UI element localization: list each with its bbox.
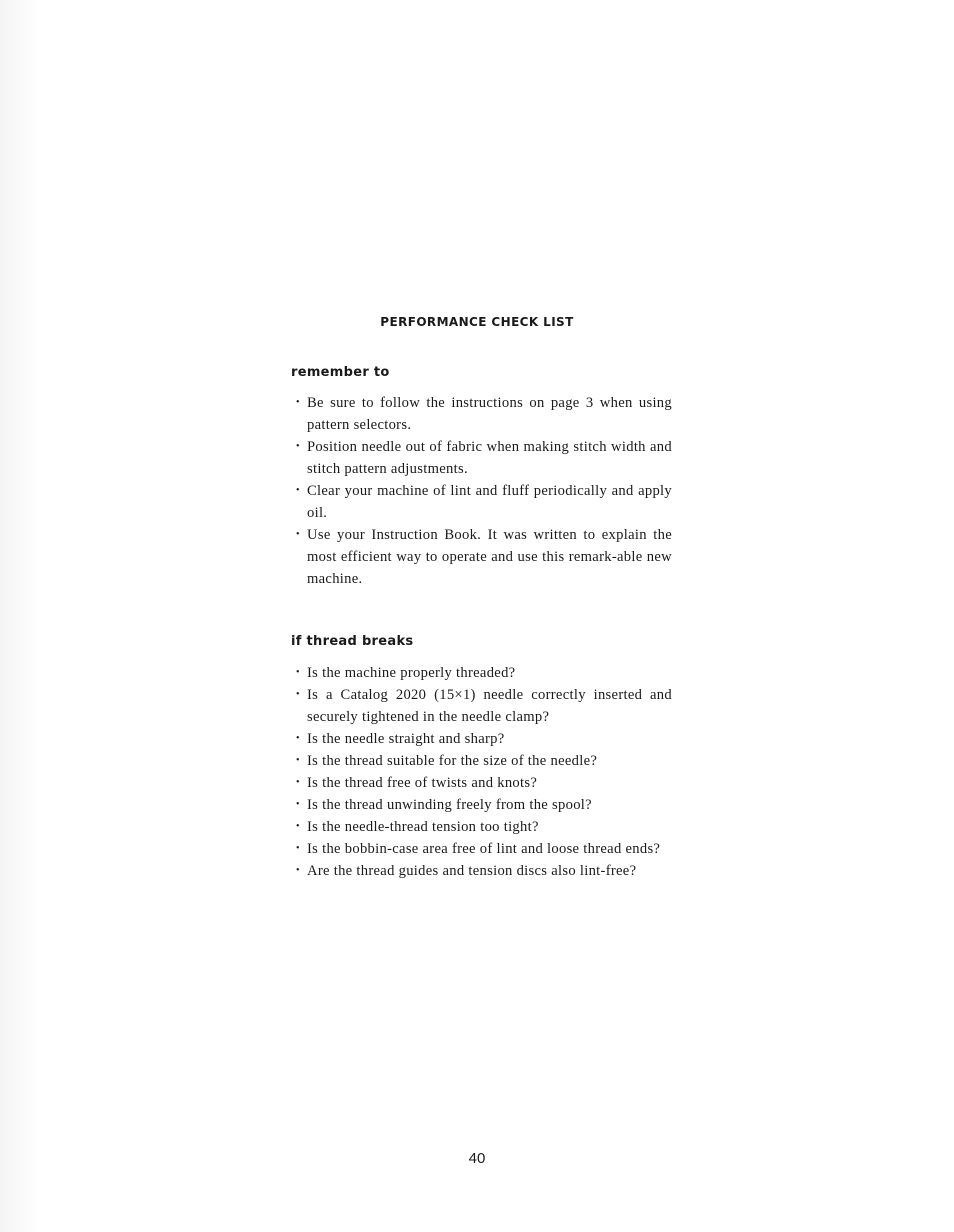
list-item: • Use your Instruction Book. It was written to explain the most efficient way to operate and use this remark-able new machine. xyxy=(296,524,672,590)
remember-to-list xyxy=(296,392,672,590)
list-item: • Is the thread free of twists and knots? xyxy=(296,772,672,794)
list-item: • Are the thread guides and tension discs also lint-free? xyxy=(296,860,672,882)
list-item: • Position needle out of fabric when making stitch width and stitch pattern adjustments. xyxy=(296,436,672,480)
list-item: • Is the machine properly threaded? xyxy=(296,662,672,684)
list-item: • Is a Catalog 2020 (15×1) needle correctly inserted and securely tightened in the needle clamp? xyxy=(296,684,672,728)
list-item: • Is the needle-thread tension too tight? xyxy=(296,816,672,838)
list-item: • Clear your machine of lint and fluff periodically and apply oil. xyxy=(296,480,672,524)
section-heading-if-thread-breaks: if thread breaks xyxy=(291,634,414,649)
section-heading-remember-to: remember to xyxy=(291,365,390,380)
page-title: PERFORMANCE CHECK LIST xyxy=(380,315,574,329)
list-item: • Is the needle straight and sharp? xyxy=(296,728,672,750)
thread-breaks-list xyxy=(296,662,672,882)
list-item: • Is the bobbin-case area free of lint and loose thread ends? xyxy=(296,838,672,860)
list-item: • Is the thread unwinding freely from the spool? xyxy=(296,794,672,816)
page-number: 40 xyxy=(468,1150,486,1167)
page-edge-shading xyxy=(0,0,40,1232)
list-item: • Is the thread suitable for the size of the needle? xyxy=(296,750,672,772)
list-item: • Be sure to follow the instructions on page 3 when using pattern selectors. xyxy=(296,392,672,436)
